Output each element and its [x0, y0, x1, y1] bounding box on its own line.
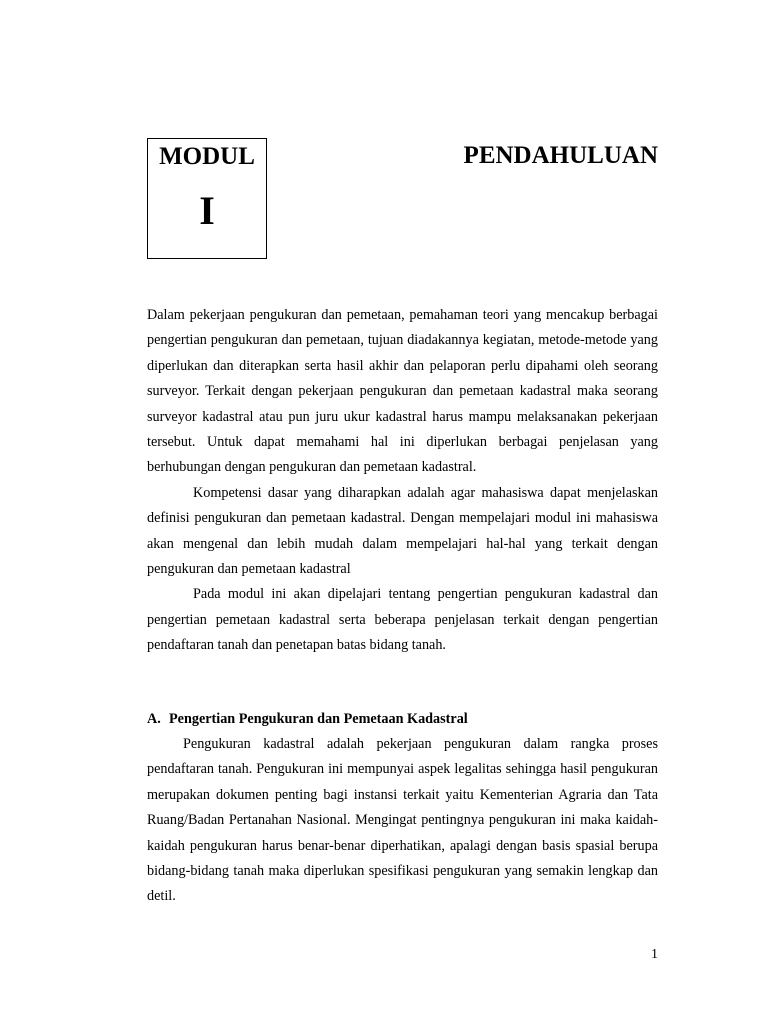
intro-paragraph-1: Dalam pekerjaan pengukuran dan pemetaan, pemahaman teori yang mencakup berbagai pengertian pengukuran dan pemetaan, tujuan diadakannya kegiatan, metode-metode yang diperlukan dan diterapkan serta hasil akhir dan pelaporan perlu dipahami oleh seorang surveyor. Terkait dengan pekerjaan pengukuran dan pemetaan kadastral maka seorang surveyor kadastral atau pun juru ukur kadastral harus mampu melaksanakan pekerjaan tersebut. Untuk dapat memahami hal ini diperlukan berbagai penjelasan yang berhubungan dengan pengukuran dan pemetaan kadastral.	[147, 307, 658, 476]
intro-paragraph-3: Pada modul ini akan dipelajari tentang pengertian pengukuran kadastral dan pengertian pemetaan kadastral serta beberapa penjelasan terkait dengan pengertian pendaftaran tanah dan penetapan batas bidang tanah.	[147, 586, 658, 654]
module-box	[147, 138, 267, 259]
chapter-title: PENDAHULUAN	[463, 142, 658, 169]
page-number: 1	[651, 947, 658, 962]
intro-text	[147, 303, 658, 659]
intro-paragraph-2: Kompetensi dasar yang diharapkan adalah agar mahasiswa dapat menjelaskan definisi pengukuran dan pemetaan kadastral. Dengan mempelajari modul ini mahasiswa akan mengenal dan lebih mudah dalam mempelajari hal-hal yang terkait dengan pengukuran dan pemetaan kadastral	[147, 484, 658, 578]
section-a-letter: A.	[147, 711, 161, 727]
section-a-heading	[147, 708, 658, 730]
module-number: I	[199, 188, 215, 233]
section-a-text	[147, 732, 658, 910]
module-label: MODUL	[159, 143, 255, 170]
section-a-paragraph: Pengukuran kadastral adalah pekerjaan pengukuran dalam rangka proses pendaftaran tanah. Pengukuran ini mempunyai aspek legalitas sehingga hasil pengukuran merupakan dokumen penting bagi instansi terkait yaitu Kementerian Agraria dan Tata Ruang/Badan Pertanahan Nasional. Mengingat pentingnya pengukuran ini maka kaidah-kaidah pengukuran harus benar-benar diperhatikan, apalagi dengan basis spasial berupa bidang-bidang tanah maka diperlukan spesifikasi pengukuran yang semakin lengkap dan detil.	[147, 736, 658, 905]
section-a-title: Pengertian Pengukuran dan Pemetaan Kadastral	[169, 711, 468, 727]
